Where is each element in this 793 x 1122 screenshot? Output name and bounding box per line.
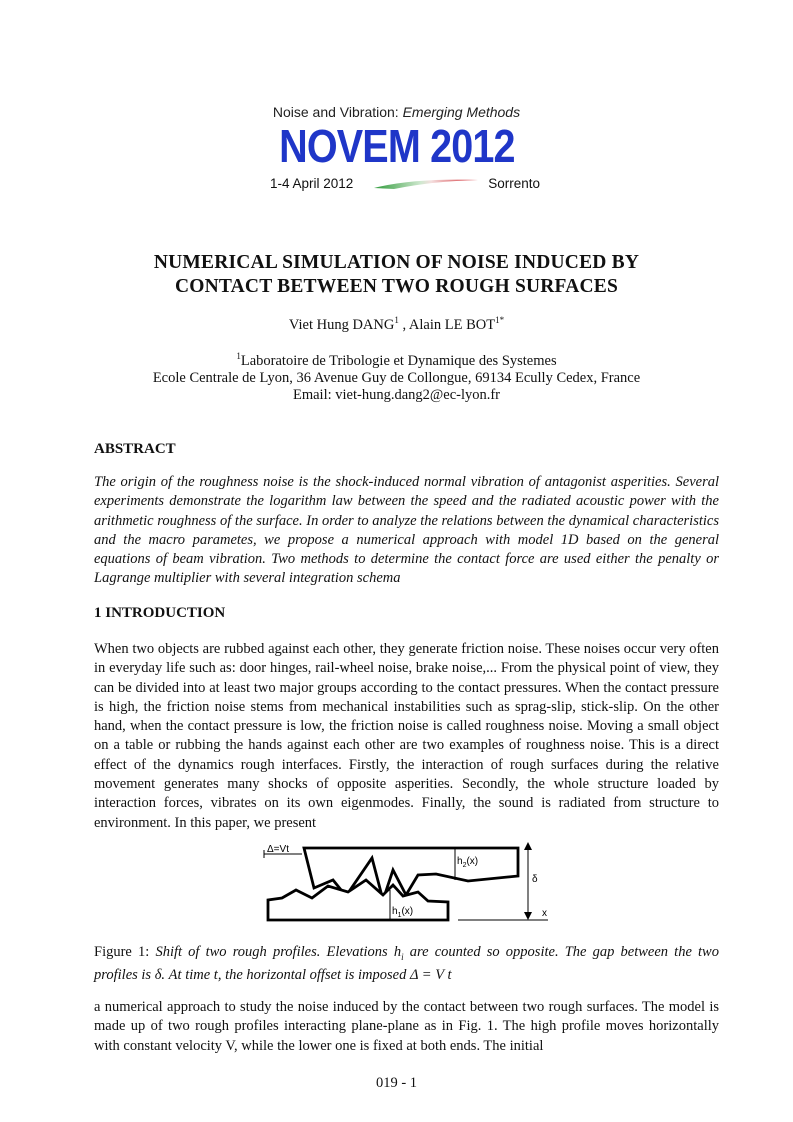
conference-date-line: [270, 172, 540, 194]
author-list: Viet Hung DANG$^1$ , Alain LE $BOT^{1*}$: [288, 315, 505, 333]
label-x: x: [542, 908, 547, 919]
author-name: Alain LE BOT: [408, 316, 496, 333]
figure-caption: Figure 1: Shift of two rough profiles. Elevations $h_i$ are counted so opposite. The gap between the two profiles is δ. At time t, the horizontal offset is imposed Δ = V t: [94, 944, 719, 983]
affiliation: $^1$Laboratoire de Tribologie et Dynamique des Systemes Ecole Centrale de Lyon, 36 Avenue Guy de Collongue, 69134 Ecully Cedex, France Email: viet-hung.dang2@ec-lyon.fr: [0, 348, 793, 404]
label-h1: $h_1(x)$: [392, 906, 414, 919]
conference-subtitle: Noise and Vibration: Emerging Methods: [272, 104, 521, 120]
email: Email: viet-hung.dang2@ec-lyon.fr: [292, 386, 501, 403]
conference-place: Sorrento: [488, 176, 540, 191]
italian-flag-swoosh-icon: [374, 174, 478, 190]
label-delta: δ: [532, 874, 538, 885]
figure-rough-profiles: [258, 840, 558, 928]
conference-subtitle-italic: Emerging Methods: [402, 104, 521, 120]
abstract-text: The origin of the roughness noise is the shock-induced normal vibration of antagonist asperities. Several experiments demonstrate the logarithm law between the speed and the radiated acoustic power with the arithmetic roughness of the surface. In order to analyze the relations between the dynamical characteristics and the macro parametes, we propose a numerical approach with model 1D based on the general equations of beam vibration. Two methods to determine the contact force are used either the penalty or Lagrange multiplier with several integration schema: [94, 474, 719, 587]
paper-title: NUMERICAL SIMULATION OF NOISE INDUCED BY CONTACT BETWEEN TWO ROUGH SURFACES: [153, 252, 640, 297]
conference-header: [0, 104, 793, 170]
label-delta-vt: Δ=Vt: [267, 844, 289, 855]
author-name: Viet Hung DANG: [288, 316, 395, 333]
introduction-paragraph: When two objects are rubbed against each other, they generate friction noise. These noises occur very often in everyday life such as: door hinges, rail-wheel noise, brake noise,... From the physical point of view, they can be divided into at least two major groups according to the contact pressures. When the contact pressure is high, the friction noise stems from mechanical instabilities such as sprag-slip, stick-slip. On the other hand, when the contact pressure is low, the friction noise is called roughness noise. Moving a small object on a table or rubbing the hands against each other are two examples of roughness noise. This is a direct effect of the dynamics rough interfaces. Firstly, the interaction of rough surfaces during the relative movement generates many shocks of opposite asperities. Secondly, the whole structure loaded by interaction forces, vibrates on its own eigenmodes. Finally, the sound is radiated from structure to environment. In this paper, we present: [94, 641, 719, 831]
introduction-heading: 1 INTRODUCTION: [94, 605, 226, 621]
page-number: 019 - 1: [375, 1075, 418, 1091]
introduction-paragraph: a numerical approach to study the noise induced by the contact between two rough surfaces. The model is made up of two rough profiles interacting plane-plane as in Fig. 1. The high profile moves horizontally with constant velocity V, while the lower one is fixed at both ends. The initial: [94, 999, 719, 1054]
label-h2: $h_2(x)$: [457, 856, 479, 869]
conference-logo: NOVEM 2012: [278, 120, 515, 172]
abstract-heading: ABSTRACT: [94, 441, 176, 457]
conference-date: 1-4 April 2012: [270, 176, 354, 191]
lower-rough-profile: [268, 880, 448, 920]
